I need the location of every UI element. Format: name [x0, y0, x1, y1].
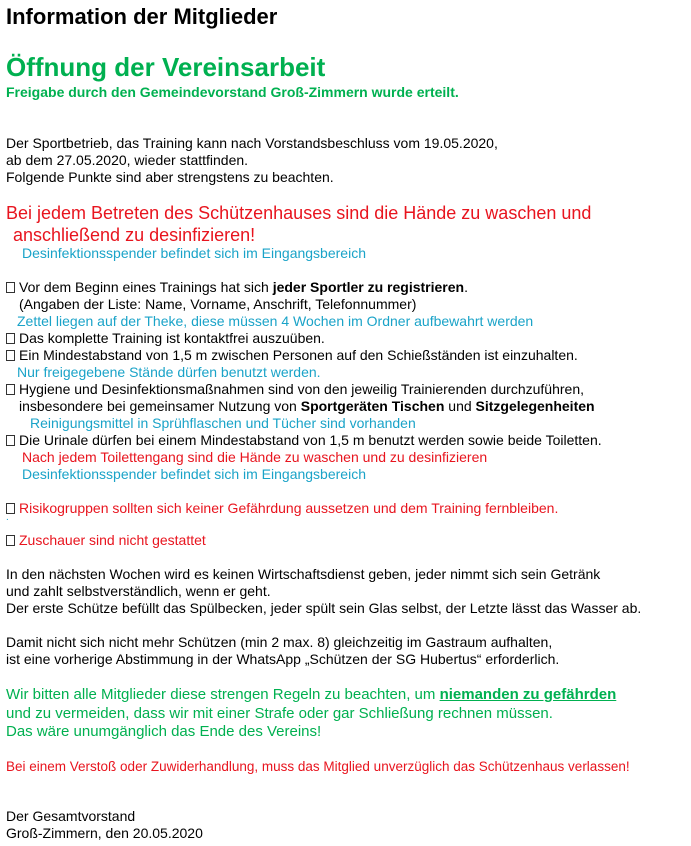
checkbox-icon [6, 333, 15, 344]
bullet-note: Desinfektionsspender befindet sich im Eingangsbereich [22, 466, 366, 482]
signature-line: Der Gesamtvorstand [6, 808, 136, 824]
warning-line: Bei jedem Betreten des Schützenhauses sind die Hände zu waschen und [6, 203, 592, 223]
bullet-subline: (Angaben der Liste: Name, Vorname, Anschrift, Telefonnummer) [19, 296, 417, 312]
intro-line: Der Sportbetrieb, das Training kann nach Vorstandsbeschluss vom 19.05.2020, [6, 135, 498, 151]
violation-notice: Bei einem Verstoß oder Zuwiderhandlung, muss das Mitglied unverzüglich das Schützenhaus verlassen! [6, 759, 630, 774]
appeal-line: und zu vermeiden, dass wir mit einer Strafe oder gar Schließung rechnen müssen. [6, 705, 553, 722]
appeal-line: Das wäre unumgänglich das Ende des Vereins! [6, 723, 322, 740]
paragraph-line: und zahlt selbstverständlich, wenn er geht. [6, 583, 271, 599]
checkbox-icon [6, 350, 15, 361]
checkbox-icon [6, 435, 15, 446]
paragraph-line: Damit nicht sich nicht mehr Schützen (min 2 max. 8) gleichzeitig im Gastraum aufhalten, [6, 634, 553, 650]
bullet-note: Zettel liegen auf der Theke, diese müssen 4 Wochen im Ordner aufbewahrt werden [17, 313, 534, 329]
bullet-item: Hygiene und Desinfektionsmaßnahmen sind von den jeweilig Trainierenden durchzuführen, [6, 381, 584, 398]
bullet-item: Das komplette Training ist kontaktfrei auszuüben. [6, 330, 325, 347]
bullet-subline: insbesondere bei gemeinsamer Nutzung von Sportgeräten Tischen und Sitzgelegenheiten [19, 398, 595, 414]
bullet-item: Ein Mindestabstand von 1,5 m zwischen Personen auf den Schießständen ist einzuhalten. [6, 347, 578, 364]
bullet-item: Zuschauer sind nicht gestattet [6, 532, 206, 549]
checkbox-icon [6, 282, 15, 293]
dispenser-note: Desinfektionsspender befindet sich im Eingangsbereich [22, 245, 366, 261]
checkbox-icon [6, 384, 15, 395]
paragraph-line: In den nächsten Wochen wird es keinen Wirtschaftsdienst geben, jeder nimmt sich sein Getränk [6, 566, 601, 582]
bullet-item: Risikogruppen sollten sich keiner Gefährdung aussetzen und dem Training fernbleiben. [6, 500, 558, 517]
bullet-item: Vor dem Beginn eines Trainings hat sich jeder Sportler zu registrieren. [6, 279, 468, 296]
stray-dot: . [6, 512, 9, 523]
paragraph-line: ist eine vorherige Abstimmung in der WhatsApp „Schützen der SG Hubertus“ erforderlich. [6, 651, 560, 667]
warning-line: anschließend zu desinfizieren! [13, 225, 256, 245]
bullet-note: Nach jedem Toilettengang sind die Hände zu waschen und zu desinfizieren [22, 449, 488, 465]
bullet-note: Reinigungsmittel in Sprühflaschen und Tücher sind vorhanden [30, 415, 416, 431]
page-title: Öffnung der Vereinsarbeit [6, 52, 326, 82]
bullet-note: Nur freigegebene Stände dürfen benutzt werden. [17, 364, 321, 380]
checkbox-icon [6, 535, 15, 546]
appeal-line: Wir bitten alle Mitglieder diese strengen Regeln zu beachten, um niemanden zu gefährden [6, 686, 617, 703]
intro-line: ab dem 27.05.2020, wieder stattfinden. [6, 152, 249, 168]
page-heading: Information der Mitglieder [6, 4, 278, 29]
page-subtitle: Freigabe durch den Gemeindevorstand Groß-Zimmern wurde erteilt. [6, 84, 459, 100]
bullet-item: Die Urinale dürfen bei einem Mindestabstand von 1,5 m benutzt werden sowie beide Toiletten. [6, 432, 602, 449]
emphasis-text: niemanden zu gefährden [439, 686, 617, 703]
intro-line: Folgende Punkte sind aber strengstens zu beachten. [6, 169, 334, 185]
paragraph-line: Der erste Schütze befüllt das Spülbecken, jeder spült sein Glas selbst, der Letzte lässt das Wasser ab. [6, 600, 642, 616]
signature-line: Groß-Zimmern, den 20.05.2020 [6, 825, 203, 841]
